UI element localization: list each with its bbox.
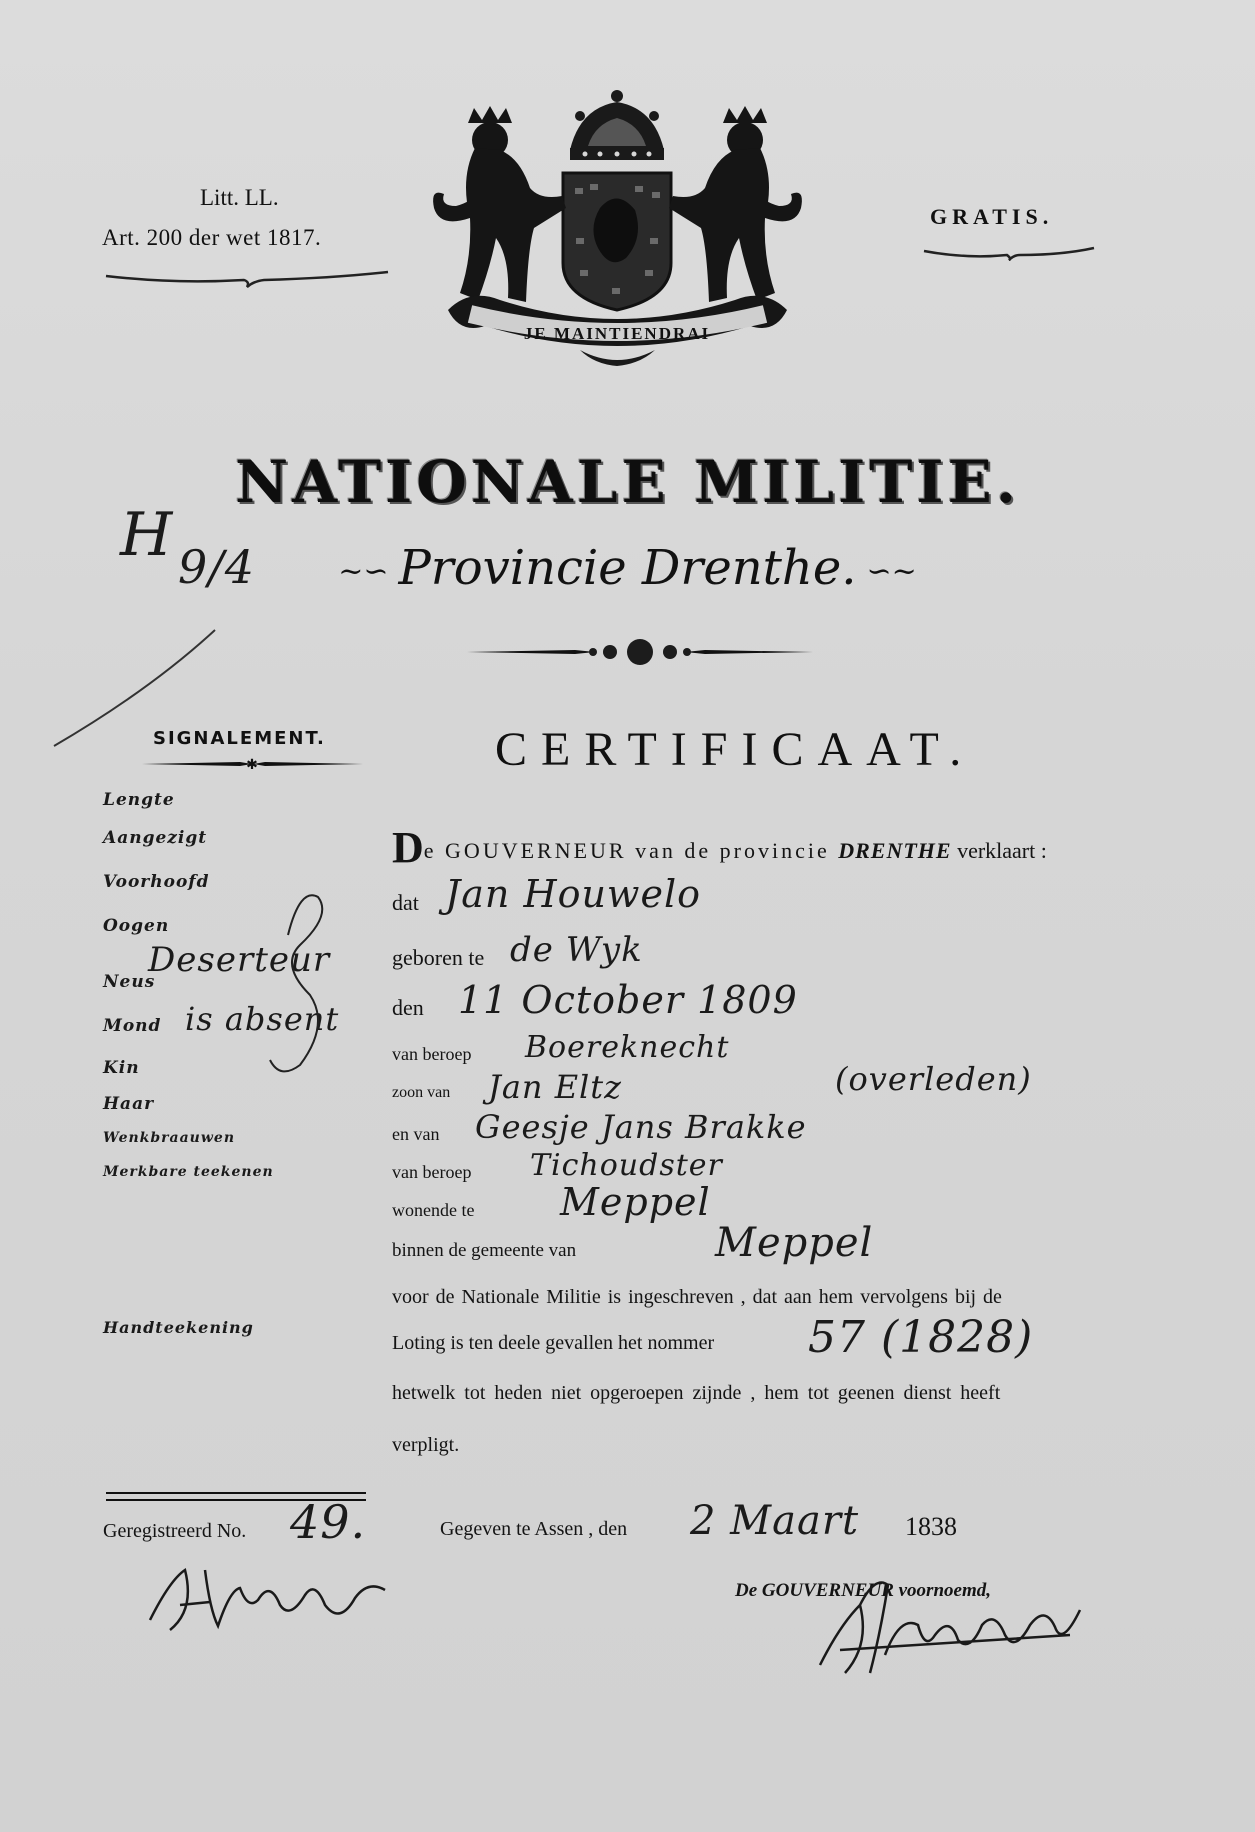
litt-label: Litt. LL. — [200, 185, 279, 210]
certificaat-heading: CERTIFICAAT. — [495, 723, 976, 776]
governor-signature — [800, 1555, 1100, 1685]
coat-of-arms-emblem — [430, 88, 805, 368]
paragraph-line-1: voor de Nationale Militie is ingeschreven , dat aan hem vervolgens bij de — [392, 1286, 1002, 1308]
label-oogen: Oogen — [103, 916, 170, 936]
den-label: den — [392, 995, 424, 1020]
province-name: Provincie Drenthe. — [398, 540, 857, 596]
van-beroep-label: van beroep — [392, 1044, 472, 1064]
occupation-value: Boereknecht — [525, 1030, 730, 1065]
conscript-name: Jan Houwelo — [445, 872, 701, 916]
title-ornament — [465, 632, 815, 672]
label-neus: Neus — [103, 972, 156, 992]
geregistreerd-label: Geregistreerd No. — [103, 1520, 247, 1542]
label-aangezigt: Aangezigt — [103, 828, 208, 848]
mother-name: Geesje Jans Brakke — [475, 1108, 807, 1146]
municipality-value: Meppel — [715, 1220, 874, 1266]
label-handteekening: Handteekening — [103, 1318, 254, 1337]
label-voorhoofd: Voorhoofd — [103, 872, 210, 892]
verklaart-text: verklaart : — [951, 838, 1047, 863]
residence-value: Meppel — [560, 1180, 711, 1224]
father-deceased-note: (overleden) — [835, 1060, 1032, 1098]
lot-number-value: 57 (1828) — [808, 1312, 1034, 1363]
zoon-van-label: zoon van — [392, 1084, 451, 1101]
province-drenthe: DRENTHE — [838, 838, 952, 863]
paragraph-line-2: Loting is ten deele gevallen het nommer — [392, 1332, 715, 1354]
declaration-text: e GOUVERNEUR van de provincie — [423, 838, 839, 863]
label-wenkbraauwen: Wenkbraauwen — [103, 1130, 235, 1146]
motto-text: JE MAINTIENDRAI — [523, 324, 711, 343]
label-kin: Kin — [103, 1058, 140, 1078]
signalement-hand-stroke — [260, 885, 350, 1085]
signalement-hand-line2: is absent — [185, 1000, 340, 1038]
signalement-rule — [140, 756, 365, 770]
gouverneur-voornoemd: De GOUVERNEUR voornoemd, — [735, 1580, 991, 1601]
margin-note-number: 9/4 — [178, 540, 256, 594]
binnen-gemeente-label: binnen de gemeente van — [392, 1240, 577, 1261]
header-left-swash — [104, 268, 390, 288]
margin-note-letter: H — [120, 500, 174, 570]
birthplace-value: de Wyk — [510, 930, 643, 970]
drop-cap-d: D — [392, 823, 424, 872]
signalement-hand-line1: Deserteur — [148, 940, 331, 980]
en-van-label: en van — [392, 1124, 440, 1144]
right-flourish: ∽~ — [866, 554, 917, 589]
mother-occupation-value: Tichoudster — [530, 1148, 723, 1183]
article-reference: Art. 200 der wet 1817. — [102, 225, 322, 250]
header-right-swash — [922, 245, 1097, 261]
gratis-label: GRATIS. — [930, 204, 1054, 229]
birthdate-value: 11 October 1809 — [458, 978, 798, 1022]
wonende-te-label: wonende te — [392, 1200, 475, 1220]
document-title: NATIONALE MILITIE. — [235, 448, 1020, 516]
paragraph-line-3: hetwelk tot heden niet opgeroepen zijnde , hem tot geenen dienst heeft — [392, 1382, 1001, 1404]
father-name: Jan Eltz — [488, 1068, 622, 1106]
issue-date-handwritten: 2 Maart — [690, 1498, 860, 1544]
left-flourish: ~∽ — [338, 554, 389, 589]
van-beroep-label-2: van beroep — [392, 1162, 472, 1182]
registration-number: 49. — [290, 1495, 367, 1549]
gegeven-te-assen: Gegeven te Assen , den — [440, 1518, 628, 1540]
registrar-signature — [140, 1550, 400, 1640]
label-merkbare-teekenen: Merkbare teekenen — [103, 1164, 274, 1180]
geboren-te-label: geboren te — [392, 945, 485, 970]
svg-text:✱: ✱ — [246, 757, 258, 770]
signalement-heading: SIGNALEMENT. — [153, 728, 326, 749]
label-haar: Haar — [103, 1094, 155, 1114]
issue-year: 1838 — [905, 1512, 957, 1541]
label-lengte: Lengte — [103, 790, 175, 810]
paragraph-line-4: verpligt. — [392, 1434, 460, 1456]
label-mond: Mond — [103, 1016, 162, 1036]
dat-label: dat — [392, 890, 419, 915]
gouverneur-declaration — [392, 822, 1162, 873]
